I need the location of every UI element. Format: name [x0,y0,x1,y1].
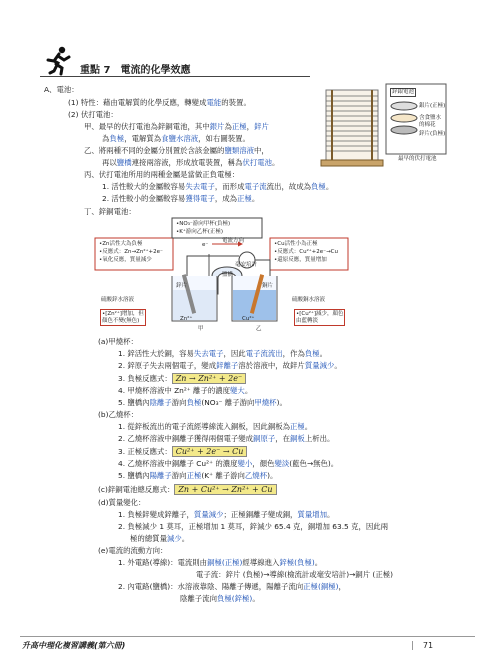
part-b-2: 2. 乙燒杯溶液中銅離子獲得兩個電子變成銅原子，在銅板上析出。 [118,434,335,443]
fig2-zn-label: 鋅片 [176,283,188,289]
para-2: (2) 伏打電池： [68,110,118,119]
fig1-caption: 最早的伏打電池 [398,156,437,162]
fig1-label-salt1: 含食鹽水 [419,115,442,121]
title-underline [40,76,310,77]
para-2c-2: 2. 活性較小的金屬較容易獲得電子，成為正極。 [102,194,260,203]
fig2-right-2: •反應式：Cu²⁺+2e⁻→Cu [274,249,339,255]
part-e-head: (e)電流的流動方向： [98,546,168,555]
fig1-label-salt2: 的棉花 [419,122,436,128]
fig1-label-silver: 銀片(正極) [419,103,446,109]
fig2-sol2: 硫酸銅水溶液 [292,297,326,303]
fig1-label-zinc: 鋅片(負極) [419,131,446,137]
part-a-1: 1. 鋅活性大於銅，容易失去電子，因此電子流流出，作為負極。 [118,349,328,358]
fig2-cu-label: 銅片 [262,283,274,289]
fig2-right-3: •還原反應，質量增加 [274,257,327,263]
para-2c-1: 1. 活性較大的金屬較容易失去電子，而形成電子流流出，故成為負極。 [102,182,334,191]
part-b-1: 1. 從鋅板流出的電子流經導線流入銅板，因此銅板為正極。 [118,422,313,431]
fig2-electron: e⁻ [202,242,209,248]
fig2-ion-zn: Zn²⁺ [180,316,193,322]
part-d-2b: 極的總質量減少。 [130,534,190,543]
footer-book-title: 升高中理化複習講義(第六冊) [22,641,126,650]
fig2-sol1: 硫酸鋅水溶液 [101,297,135,303]
part-a-5: 5. 鹽橋內陰離子游向負極(NO₃⁻ 離子游向甲燒杯)。 [118,398,287,407]
part-a-head: (a)甲燒杯： [98,337,138,346]
overall-equation: Zn + Cu²⁺ → Zn²⁺ + Cu [174,484,276,495]
runner-icon [42,46,72,76]
para-2a-2: 為負極，電解質為食鹽水溶液，如右圖裝置。 [102,134,250,143]
part-a-2: 2. 鋅原子失去兩個電子，變成鋅離子溶於溶液中，故鋅片質量減少。 [118,361,342,370]
part-b-4: 4. 乙燒杯溶液中銅離子 Cu²⁺ 的濃度變小，顏色變淡(藍色→無色)。 [118,459,339,468]
part-c: (c)鋅銅電池總反應式： Zn + Cu²⁺ → Zn²⁺ + Cu [98,484,277,495]
section-a-label: A、電池： [44,85,79,94]
part-d-1: 1. 負極鋅變成鋅離子，質量減少；正極銅離子變成銅，質量增加。 [118,510,335,519]
fig2-beaker-a: 甲 [198,326,204,332]
fig2-ion-cu: Cu²⁺ [242,316,255,322]
para-2d: 丁、鋅銅電池： [84,207,136,216]
para-2b-1: 乙、將兩種不同的金屬分別置於含該金屬的鹽類溶液中， [84,146,269,155]
part-b-3: 3. 正極反應式： Cu²⁺ + 2e⁻ → Cu [118,446,247,457]
fig2-right-1: •Cu活性小為正極 [274,241,318,247]
fig1-title: 鋅銀電池 [392,89,415,95]
fig2-left-2: •反應式：Zn→Zn²⁺+2e⁻ [99,249,163,255]
para-2a-1: 甲、最早的伏打電池為鋅銅電池，其中銀片為正極，鋅片 [84,122,269,131]
fig2-top-1: •NO₃⁻游向甲杯(負極) [176,221,231,227]
fig2-top-2: •K⁺游向乙杯(正極) [176,229,224,235]
fig2-bridge: 鹽橋 [222,272,234,278]
para-2b-2: 再以鹽橋連接兩溶液，形成放電裝置，稱為伏打電池。 [102,158,280,167]
fig2-note-right: •[Cu²⁺]減少，顏色 由藍轉淡 [294,309,345,326]
part-a-4: 4. 甲燒杯溶液中 Zn²⁺ 離子的濃度變大。 [118,386,253,395]
part-a-3: 3. 負極反應式： Zn → Zn²⁺ + 2e⁻ [118,373,246,384]
part-e-1b: 電子流：鋅片 (負極)→導線(檢流計或毫安培計)→銅片 (正極) [196,570,393,579]
fig2-beaker-b: 乙 [256,326,262,332]
footer-line [20,636,475,637]
para-1: (1) 特性：藉由電解質的化學反應，轉變成電能的裝置。 [68,98,251,107]
cathode-equation: Cu²⁺ + 2e⁻ → Cu [172,446,248,457]
part-d-2a: 2. 負極減少 1 莫耳，正極增加 1 莫耳，鋅減少 65.4 克，銅增加 63.5 克，因此兩 [118,522,389,531]
fig2-note-left: •[Zn²⁺]增加，但 顏色不變(無色) [100,309,146,326]
part-e-2: 2. 內電路(鹽橋)：水溶液靠陰、陽離子傳遞，陽離子流向正極(銅極)， [118,582,346,591]
part-e-2b: 陰離子流向負極(鋅極)。 [180,594,260,603]
part-e-1: 1. 外電路(導線)：電流則由銅極(正極)經導線進入鋅極(負極)。 [118,558,323,567]
page-number: 71 [412,641,443,650]
part-b-5: 5. 鹽橋內陽離子游向正極(K⁺ 離子游向乙燒杯)。 [118,471,278,480]
fig2-current: 電流方向 [222,238,245,244]
fig2-left-1: •Zn活性大為負極 [99,241,143,247]
anode-equation: Zn → Zn²⁺ + 2e⁻ [172,373,246,384]
fig2-ammeter: 毫安培計 [235,262,258,268]
para-2c: 丙、伏打電池所用的兩種金屬是當做正負電極： [84,170,240,179]
part-b-head: (b)乙燒杯： [98,410,139,419]
part-d-head: (d)質量變化： [98,498,146,507]
fig2-left-3: •氧化反應，質量減少 [99,257,152,263]
section-title: 重點 7 電流的化學效應 [80,65,191,76]
